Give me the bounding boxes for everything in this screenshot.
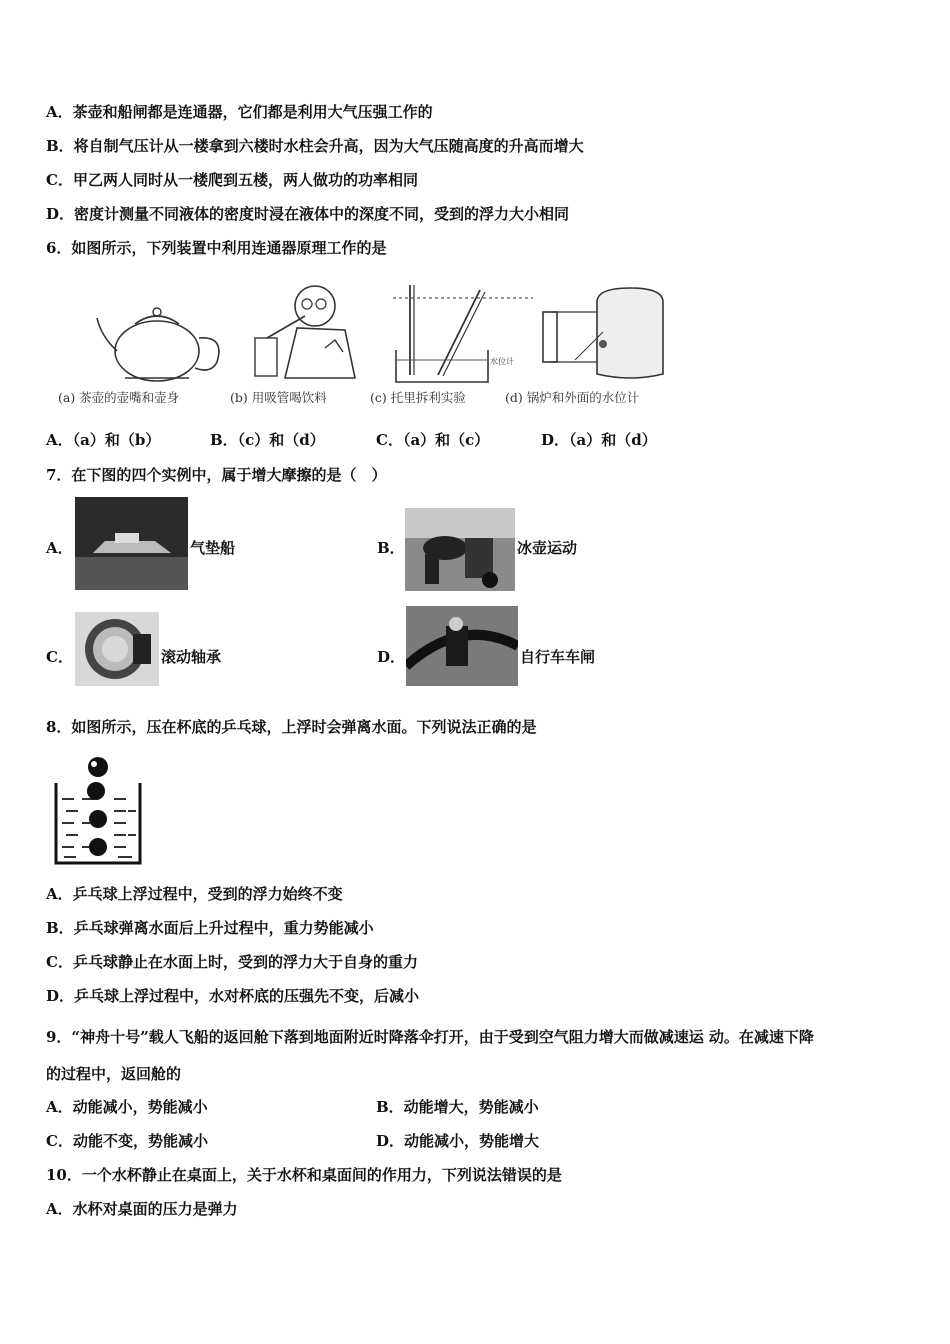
caption-a: (a) 茶壶的壶嘴和壶身 <box>58 390 180 405</box>
hovercraft-photo <box>75 497 188 590</box>
q8-option-b: B．乒乓球弹离水面后上升过程中，重力势能减小 <box>46 919 374 937</box>
q7-b-text: 冰壶运动 <box>517 539 578 557</box>
q9-stem-line2: 的过程中，返回舱的 <box>46 1065 182 1083</box>
bicycle-brake-photo <box>406 606 518 686</box>
water-gauge-label: 水位计 <box>490 357 514 366</box>
q8-option-d: D．乒乓球上浮过程中，水对杯底的压强先不变，后减小 <box>46 987 420 1005</box>
q6-option-a: A．（a）和（b） <box>46 431 161 449</box>
curling-photo <box>405 508 515 591</box>
q5-option-b: B．将自制气压计从一楼拿到六楼时水柱会升高，因为大气压随高度的升高而增大 <box>46 137 584 155</box>
q8-option-c: C．乒乓球静止在水面上时，受到的浮力大于自身的重力 <box>46 953 418 971</box>
q7-stem: 7．在下图的四个实例中，属于增大摩擦的是（ ） <box>46 466 387 484</box>
q10-option-a: A．水杯对桌面的压力是弹力 <box>46 1200 238 1218</box>
q5-option-c: C．甲乙两人同时从一楼爬到五楼，两人做功的功率相同 <box>46 171 418 189</box>
q6-option-b: B．（c）和（d） <box>210 431 325 449</box>
q8-option-a: A．乒乓球上浮过程中，受到的浮力始终不变 <box>46 885 343 903</box>
torricelli-experiment-illustration <box>388 280 538 390</box>
q6-option-d: D．（a）和（d） <box>541 431 657 449</box>
caption-b: (b) 用吸管喝饮料 <box>230 390 327 405</box>
caption-d: (d) 锅炉和外面的水位计 <box>505 390 640 405</box>
q7-c-letter: C． <box>46 648 73 666</box>
q6-stem: 6．如图所示，下列装置中利用连通器原理工作的是 <box>46 239 387 257</box>
q9-option-d: D．动能减小，势能增大 <box>376 1132 540 1150</box>
q8-cup-figure <box>52 755 144 867</box>
straw-drinking-illustration <box>245 278 375 388</box>
q7-d-letter: D． <box>377 648 406 666</box>
q8-stem: 8．如图所示，压在杯底的乒乓球，上浮时会弹离水面。下列说法正确的是 <box>46 718 537 736</box>
q6-option-c: C．（a）和（c） <box>376 431 490 449</box>
q9-option-b: B．动能增大，势能减小 <box>376 1098 539 1116</box>
q7-a-letter: A． <box>46 539 73 557</box>
caption-c: (c) 托里拆利实验 <box>370 390 466 405</box>
q10-stem: 10．一个水杯静止在桌面上，关于水杯和桌面间的作用力，下列说法错误的是 <box>46 1166 562 1184</box>
teapot-illustration <box>95 296 235 386</box>
bearing-photo <box>75 612 159 686</box>
q9-stem-line1: 9．“神舟十号”载人飞船的返回舱下落到地面附近时降落伞打开，由于受到空气阻力增大而做减速运 动。在减速下降 <box>46 1028 814 1046</box>
q7-a-text: 气垫船 <box>190 539 236 557</box>
q7-b-letter: B． <box>377 539 405 557</box>
q5-option-d: D．密度计测量不同液体的密度时浸在液体中的深度不同，受到的浮力大小相同 <box>46 205 570 223</box>
q9-option-c: C．动能不变，势能减小 <box>46 1132 208 1150</box>
q5-option-a: A．茶壶和船闸都是连通器，它们都是利用大气压强工作的 <box>46 103 433 121</box>
q6-figure <box>50 278 690 413</box>
boiler-gauge-illustration <box>535 282 695 387</box>
q7-d-text: 自行车车闸 <box>520 648 596 666</box>
q7-c-text: 滚动轴承 <box>161 648 222 666</box>
q9-option-a: A．动能减小，势能减小 <box>46 1098 208 1116</box>
